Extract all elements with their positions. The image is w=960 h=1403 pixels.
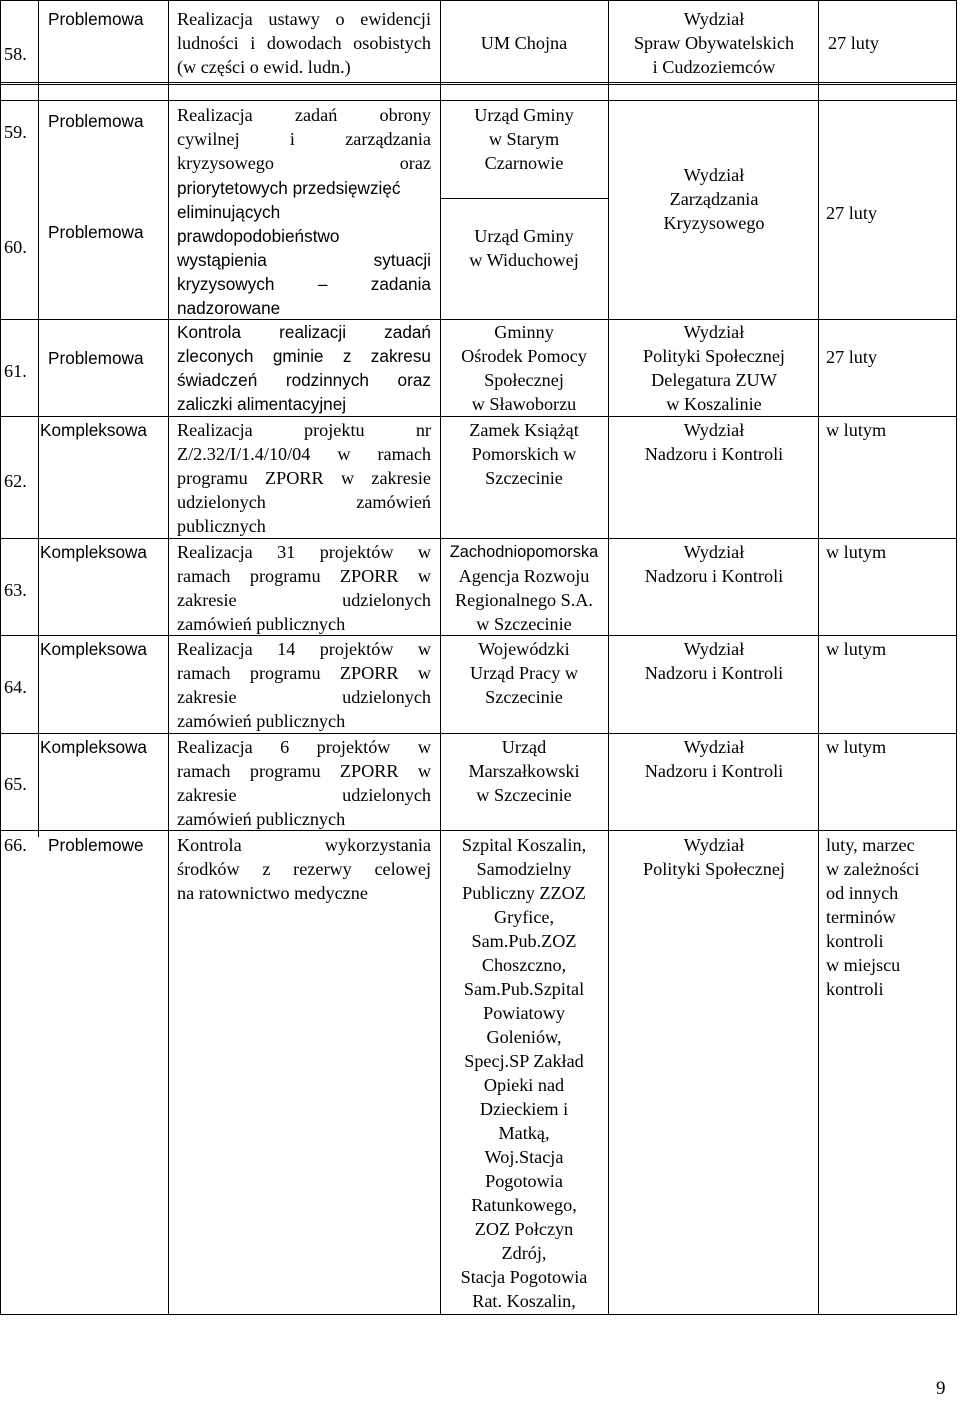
row-60-unit-line: w Widuchowej — [469, 250, 579, 270]
row-61-number: 61. — [4, 361, 27, 381]
row-63-unit-line: Zachodniopomorska — [449, 543, 599, 561]
row-63-unit-line: Regionalnego S.A. — [455, 590, 593, 610]
row-59-dept-line: Kryzysowego — [663, 213, 765, 233]
row-66-unit-line: Specj.SP Zakład — [464, 1051, 584, 1071]
row-64-unit-line: Wojewódzki — [478, 639, 570, 659]
row-64-unit-line: Szczecinie — [485, 687, 563, 707]
row-65-unit-line: Urząd — [501, 737, 547, 757]
row-61-unit-line: Gminny — [494, 322, 554, 342]
row-62-date: w lutym — [826, 420, 887, 440]
row-66-unit-line: Powiatowy — [483, 1003, 565, 1023]
row-64-topic-line: zakresie udzielonych — [177, 687, 431, 707]
row-61-topic-line: świadczeń rodzinnych oraz — [177, 370, 431, 390]
row-66-unit-line: ZOZ Połczyn — [474, 1219, 574, 1239]
row-62-topic-line: programu ZPORR w zakresie — [177, 468, 431, 488]
row-66-unit-line: Goleniów, — [486, 1027, 562, 1047]
row-62-type: Kompleksowa — [40, 420, 147, 440]
row-63-dept-line: Wydział — [683, 542, 745, 562]
row-66-date-line: kontroli — [826, 931, 884, 951]
row-66-unit-line: Matką, — [498, 1123, 550, 1143]
row-59-topic-line: Realizacja zadań obrony — [177, 105, 431, 125]
row-66-date-line: kontroli — [826, 979, 884, 999]
row-border-59-top — [0, 100, 957, 101]
table-divider-col5 — [818, 0, 819, 1315]
row-63-unit-line: Agencja Rozwoju — [458, 566, 590, 586]
row-61-topic-line: zleconych gminie z zakresu — [177, 346, 431, 366]
row-59-topic-line: kryzysowego oraz — [177, 153, 431, 173]
row-66-unit-line: Opieki nad — [483, 1075, 565, 1095]
row-66-topic-line: Kontrola wykorzystania — [177, 835, 431, 855]
row-66-number: 66. — [4, 835, 27, 855]
row-62-topic-line: Z/2.32/I/1.4/10/04 w ramach — [177, 444, 431, 464]
row-62-dept-line: Nadzoru i Kontroli — [644, 444, 784, 464]
row-border-65-top — [0, 733, 957, 734]
row-61-unit-line: Społecznej — [484, 370, 564, 390]
row-65-type: Kompleksowa — [40, 737, 147, 757]
row-63-unit-line: w Szczecinie — [476, 614, 572, 634]
row-61-unit-line: Ośrodek Pomocy — [461, 346, 587, 366]
row-59-unit-line: Urząd Gminy — [474, 105, 574, 125]
table-border-right — [956, 0, 957, 1315]
row-66-date-line: w zależności — [826, 859, 920, 879]
table-divider-col2 — [168, 0, 169, 1315]
row-62-number: 62. — [4, 471, 27, 491]
page-number: 9 — [936, 1378, 946, 1399]
row-61-topic-line: zaliczki alimentacyjnej — [177, 394, 347, 414]
row-64-topic-line: ramach programu ZPORR w — [177, 663, 431, 683]
row-58-topic-line: Realizacja ustawy o ewidencji — [177, 9, 431, 29]
row-65-date: w lutym — [826, 737, 887, 757]
row-58-dept-line: Spraw Obywatelskich — [633, 33, 795, 53]
row-66-type: Problemowe — [48, 835, 144, 855]
row-58-date: 27 luty — [828, 33, 880, 53]
row-59-date: 27 luty — [826, 203, 878, 223]
row-66-unit-line: Gryfice, — [493, 907, 555, 927]
row-63-topic-line: ramach programu ZPORR w — [177, 566, 431, 586]
row-border-63-top — [0, 538, 957, 539]
row-59-unit-line: Czarnowie — [484, 153, 564, 173]
row-59-dept-line: Zarządzania — [669, 189, 759, 209]
row-64-topic-line: Realizacja 14 projektów w — [177, 639, 431, 659]
row-63-type: Kompleksowa — [40, 542, 147, 562]
row-66-unit-line: Publiczny ZZOZ — [462, 883, 586, 903]
row-61-dept-line: Wydział — [683, 322, 745, 342]
row-62-unit-line: Pomorskich w — [471, 444, 577, 464]
row-66-unit-line: Stacja Pogotowia — [460, 1267, 588, 1287]
row-58-unit: UM Chojna — [480, 33, 568, 53]
row-59-type: Problemowa — [48, 111, 144, 131]
row-63-topic-line: zakresie udzielonych — [177, 590, 431, 610]
row-60-number: 60. — [4, 237, 27, 257]
row-62-dept-line: Wydział — [683, 420, 745, 440]
row-66-unit-line: Sam.Pub.ZOZ — [471, 931, 577, 951]
row-59-topic-line: kryzysowych – zadania — [177, 274, 431, 294]
row-66-dept-line: Polityki Społecznej — [643, 859, 785, 879]
row-66-unit-line: Choszczno, — [481, 955, 567, 975]
row-61-date: 27 luty — [826, 347, 878, 367]
row-66-unit-line: Samodzielny — [476, 859, 572, 879]
row-64-type: Kompleksowa — [40, 639, 147, 659]
row-66-unit-line: Woj.Stacja — [484, 1147, 564, 1167]
row-65-unit-line: Marszałkowski — [468, 761, 580, 781]
row-64-date: w lutym — [826, 639, 887, 659]
row-65-number: 65. — [4, 774, 27, 794]
row-61-topic-line: Kontrola realizacji zadań — [177, 322, 431, 342]
row-61-type: Problemowa — [48, 348, 144, 368]
row-66-unit-line: Pogotowia — [485, 1171, 563, 1191]
row-60-type: Problemowa — [48, 222, 144, 242]
row-58-number: 58. — [4, 44, 27, 64]
row-59-dept-line: Wydział — [683, 165, 745, 185]
row-64-dept-line: Wydział — [683, 639, 745, 659]
row-66-unit-line: Szpital Koszalin, — [461, 835, 587, 855]
row-64-topic-line: zamówień publicznych — [177, 711, 346, 731]
row-63-topic-line: Realizacja 31 projektów w — [177, 542, 431, 562]
row-border-62-top — [0, 416, 957, 417]
row-66-date-line: w miejscu — [826, 955, 901, 975]
row-61-dept-line: Polityki Społecznej — [643, 346, 785, 366]
row-61-unit-line: w Sławoborzu — [471, 394, 577, 414]
row-63-dept-line: Nadzoru i Kontroli — [644, 566, 784, 586]
row-59-topic-line: prawdopodobieństwo — [177, 226, 340, 246]
row-66-date-line: od innych — [826, 883, 899, 903]
row-59-unit-line: w Starym — [488, 129, 560, 149]
row-border-66-top — [0, 830, 957, 831]
row-59-topic-line: wystąpienia sytuacji — [177, 250, 431, 270]
row-65-unit-line: w Szczecinie — [476, 785, 572, 805]
unit-divider-59-60 — [440, 198, 609, 199]
row-63-number: 63. — [4, 580, 27, 600]
row-63-topic-line: zamówień publicznych — [177, 614, 346, 634]
row-66-date-line: luty, marzec — [826, 835, 915, 855]
row-62-unit-line: Zamek Książąt — [469, 420, 579, 440]
row-62-topic-line: udzielonych zamówień — [177, 492, 431, 512]
row-66-dept-line: Wydział — [683, 835, 745, 855]
row-59-topic-line: eliminujących — [177, 202, 281, 222]
row-58-topic-line: ludności i dowodach osobistych — [177, 33, 431, 53]
row-64-dept-line: Nadzoru i Kontroli — [644, 663, 784, 683]
row-66-date-line: terminów — [826, 907, 896, 927]
row-61-dept-line: Delegatura ZUW — [651, 370, 777, 390]
row-65-topic-line: ramach programu ZPORR w — [177, 761, 431, 781]
row-59-topic-line: nadzorowane — [177, 298, 281, 318]
row-64-unit-line: Urząd Pracy w — [469, 663, 579, 683]
row-60-unit-line: Urząd Gminy — [474, 226, 574, 246]
row-61-dept-line: w Koszalinie — [666, 394, 762, 414]
row-59-topic-line: priorytetowych przedsięwzięć — [177, 178, 401, 198]
row-58-dept-line: Wydział — [683, 9, 745, 29]
row-59-topic-line: cywilnej i zarządzania — [177, 129, 431, 149]
row-65-dept-line: Wydział — [683, 737, 745, 757]
table-border-bottom — [0, 1314, 957, 1315]
row-65-dept-line: Nadzoru i Kontroli — [644, 761, 784, 781]
row-border-58-top — [0, 0, 957, 1]
row-border-58-bottom — [0, 82, 957, 83]
table-border-left — [0, 0, 1, 1315]
row-63-date: w lutym — [826, 542, 887, 562]
row-66-unit-line: Zdrój, — [501, 1243, 547, 1263]
row-border-58-bottom-2 — [0, 84, 957, 85]
row-62-topic-line: publicznych — [177, 516, 266, 536]
row-66-unit-line: Rat. Koszalin, — [472, 1291, 576, 1311]
row-64-number: 64. — [4, 677, 27, 697]
row-66-topic-line: na ratownictwo medyczne — [177, 883, 368, 903]
row-62-topic-line: Realizacja projektu nr — [177, 420, 431, 440]
row-58-dept-line: i Cudzoziemców — [652, 57, 776, 77]
row-65-topic-line: Realizacja 6 projektów w — [177, 737, 431, 757]
row-58-type: Problemowa — [48, 9, 144, 29]
row-66-unit-line: Dzieckiem i — [479, 1099, 569, 1119]
row-66-unit-line: Sam.Pub.Szpital — [463, 979, 585, 999]
row-58-topic-line: (w części o ewid. ludn.) — [177, 57, 351, 77]
row-66-unit-line: Ratunkowego, — [471, 1195, 577, 1215]
row-59-number: 59. — [4, 122, 27, 142]
table-divider-col1 — [38, 0, 39, 837]
row-65-topic-line: zamówień publicznych — [177, 809, 346, 829]
row-65-topic-line: zakresie udzielonych — [177, 785, 431, 805]
row-66-topic-line: środków z rezerwy celowej — [177, 859, 431, 879]
row-62-unit-line: Szczecinie — [485, 468, 563, 488]
